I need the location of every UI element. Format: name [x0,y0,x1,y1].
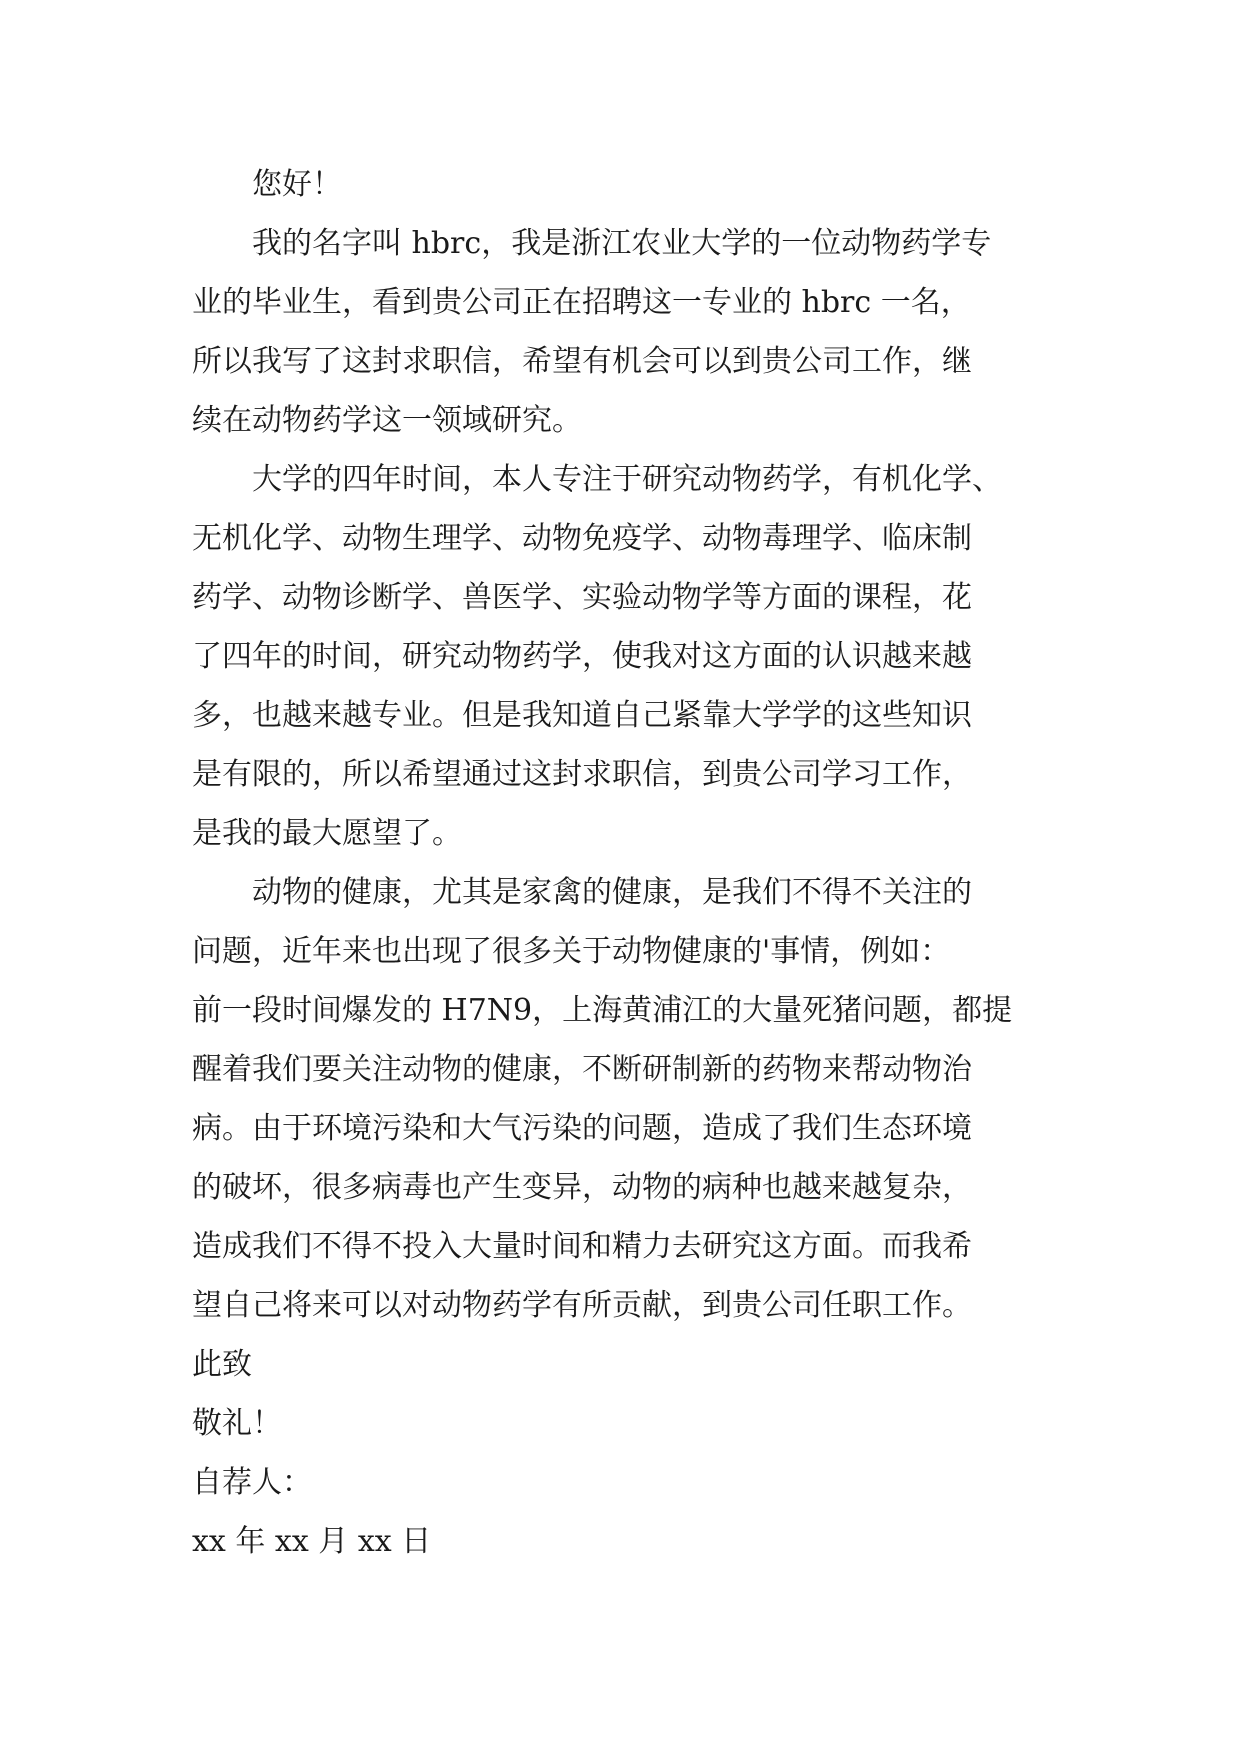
paragraph-line: 多，也越来越专业。但是我知道自己紧靠大学学的这些知识 [192,698,972,733]
paragraph-line: 的破坏，很多病毒也产生变异，动物的病种也越来越复杂， [192,1170,972,1205]
cover-letter [192,155,1072,1571]
paragraph-line: 药学、动物诊断学、兽医学、实验动物学等方面的课程，花 [192,580,972,615]
paragraph-line: 大学的四年时间，本人专注于研究动物药学，有机化学、 [252,462,1002,497]
paragraph-line: 我的名字叫 hbrc，我是浙江农业大学的一位动物药学专 [252,226,992,261]
paragraph-line: 造成我们不得不投入大量时间和精力去研究这方面。而我希 [192,1229,972,1264]
paragraph-line: 望自己将来可以对动物药学有所贡献，到贵公司任职工作。 [192,1288,972,1323]
paragraph-line: 续在动物药学这一领域研究。 [192,403,582,438]
paragraph-line: 前一段时间爆发的 H7N9，上海黄浦江的大量死猪问题，都提 [192,993,1013,1028]
paragraph-line: 动物的健康，尤其是家禽的健康，是我们不得不关注的 [252,875,972,910]
signature-label: 自荐人： [192,1465,312,1500]
paragraph-line: 了四年的时间，研究动物药学，使我对这方面的认识越来越 [192,639,972,674]
paragraph-line: 问题，近年来也出现了很多关于动物健康的'事情，例如： [192,934,951,969]
paragraph-line: 醒着我们要关注动物的健康，不断研制新的药物来帮动物治 [192,1052,972,1087]
paragraph-motivation [192,863,1072,1335]
paragraph-education [192,450,1072,863]
closing-regards: 敬礼！ [192,1406,282,1441]
closing-salutation: 此致 [192,1347,252,1382]
paragraph-line: 无机化学、动物生理学、动物免疫学、动物毒理学、临床制 [192,521,972,556]
paragraph-line: 病。由于环境污染和大气污染的问题，造成了我们生态环境 [192,1111,972,1146]
letter-date: xx 年 xx 月 xx 日 [192,1524,432,1559]
paragraph-line: 是有限的，所以希望通过这封求职信，到贵公司学习工作， [192,757,972,792]
paragraph-line: 是我的最大愿望了。 [192,816,462,851]
paragraph-line: 业的毕业生，看到贵公司正在招聘这一专业的 hbrc 一名， [192,285,971,320]
greeting: 您好！ [252,167,342,202]
paragraph-line: 所以我写了这封求职信，希望有机会可以到贵公司工作，继 [192,344,972,379]
paragraph-introduction [192,214,1072,450]
